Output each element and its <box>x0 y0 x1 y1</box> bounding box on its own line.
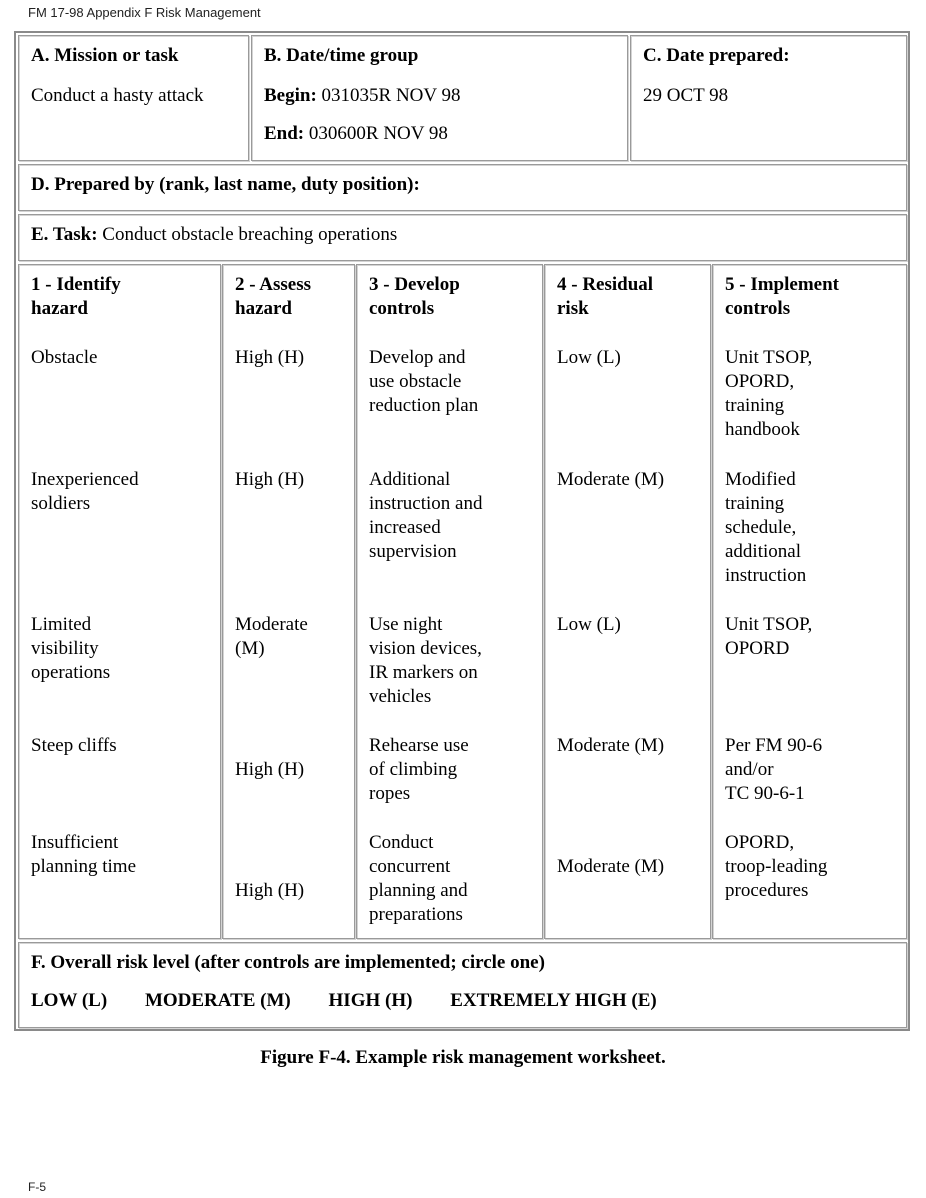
running-header: FM 17-98 Appendix F Risk Management <box>28 5 261 20</box>
prepared-by-label: D. Prepared by (rank, last name, duty position): <box>31 174 420 195</box>
risk-option-moderate: MODERATE (M) <box>144 990 291 1011</box>
risk-option-extremely-high: EXTREMELY HIGH (E) <box>450 990 657 1011</box>
controls-text: concurrent <box>369 856 451 877</box>
hazard-text: Steep cliffs <box>31 735 117 756</box>
residual-text: Low (L) <box>557 614 621 635</box>
assess-row-2 <box>235 468 348 492</box>
hazard-obstacle <box>31 346 214 370</box>
end-line <box>264 122 615 146</box>
implement-text: procedures <box>725 880 809 901</box>
header-develop-line-2: controls <box>369 298 435 319</box>
task-label: E. Task: <box>31 224 98 245</box>
hazard-text: Inexperienced <box>31 469 139 490</box>
risk-option-low: LOW (L) <box>31 990 108 1011</box>
controls-row-5 <box>369 831 536 927</box>
overall-risk-cell <box>18 942 907 1028</box>
overall-risk-label: F. Overall risk level (after controls are implemented; circle one) <box>31 952 545 973</box>
column-assess-hazard <box>222 264 355 939</box>
implement-text: OPORD, <box>725 371 795 392</box>
header-implement-line-1: 5 - Implement <box>725 274 839 295</box>
implement-text: troop-leading <box>725 856 828 877</box>
hazard-text: Obstacle <box>31 347 98 368</box>
assess-text: High (H) <box>235 469 305 490</box>
residual-text: Moderate (M) <box>557 735 665 756</box>
begin-value: 031035R NOV 98 <box>316 85 461 106</box>
hazard-insufficient-planning <box>31 831 214 879</box>
header-assess-line-2: hazard <box>235 298 292 319</box>
page-number: F-5 <box>28 1180 46 1194</box>
hazard-text: Limited <box>31 614 92 635</box>
residual-row-2 <box>557 468 704 492</box>
mission-cell <box>18 35 249 161</box>
mission-label: A. Mission or task <box>31 45 179 66</box>
controls-row-2 <box>369 468 536 564</box>
controls-text: preparations <box>369 904 463 925</box>
date-prepared-label: C. Date prepared: <box>643 45 790 66</box>
controls-text: Additional <box>369 469 451 490</box>
column-develop-controls <box>356 264 543 939</box>
mission-value: Conduct a hasty attack <box>31 85 204 106</box>
controls-text: Develop and <box>369 347 466 368</box>
end-label: End: <box>264 123 305 144</box>
residual-row-4 <box>557 734 704 758</box>
hazard-text: Insufficient <box>31 832 119 853</box>
assess-text: (M) <box>235 638 265 659</box>
date-time-group-label: B. Date/time group <box>264 45 419 66</box>
controls-row-3 <box>369 613 536 709</box>
prepared-by-cell <box>18 164 907 211</box>
implement-text: TC 90-6-1 <box>725 783 805 804</box>
header-implement-line-2: controls <box>725 298 791 319</box>
date-prepared-value: 29 OCT 98 <box>643 85 729 106</box>
hazard-text: planning time <box>31 856 137 877</box>
controls-text: instruction and <box>369 493 483 514</box>
controls-text: Use night <box>369 614 443 635</box>
controls-text: vision devices, <box>369 638 482 659</box>
implement-text: handbook <box>725 419 800 440</box>
end-value: 030600R NOV 98 <box>304 123 448 144</box>
hazard-text: visibility <box>31 638 99 659</box>
implement-text: Per FM 90-6 <box>725 735 823 756</box>
implement-text: training <box>725 395 785 416</box>
assess-row-1 <box>235 346 348 370</box>
implement-text: OPORD <box>725 638 790 659</box>
implement-row-4 <box>725 734 900 806</box>
hazard-steep-cliffs <box>31 734 214 758</box>
implement-row-3 <box>725 613 900 661</box>
implement-row-2 <box>725 468 900 588</box>
controls-text: increased <box>369 517 441 538</box>
controls-text: supervision <box>369 541 457 562</box>
controls-text: use obstacle <box>369 371 462 392</box>
implement-text: Unit TSOP, <box>725 347 813 368</box>
controls-row-4 <box>369 734 536 806</box>
task-line <box>31 223 894 247</box>
figure-caption: Figure F-4. Example risk management worksheet. <box>260 1047 666 1068</box>
implement-text: training <box>725 493 785 514</box>
residual-row-3 <box>557 613 704 637</box>
controls-text: ropes <box>369 783 411 804</box>
implement-text: Unit TSOP, <box>725 614 813 635</box>
column-implement-controls <box>712 264 907 939</box>
assess-text: Moderate <box>235 614 308 635</box>
residual-text: Moderate (M) <box>557 469 665 490</box>
begin-label: Begin: <box>264 85 317 106</box>
residual-text: Low (L) <box>557 347 621 368</box>
implement-text: schedule, <box>725 517 797 538</box>
hazard-text: operations <box>31 662 111 683</box>
begin-line <box>264 84 615 108</box>
assess-text: High (H) <box>235 880 305 901</box>
controls-row-1 <box>369 346 536 418</box>
implement-row-5 <box>725 831 900 903</box>
controls-text: vehicles <box>369 686 432 707</box>
header-develop-line-1: 3 - Develop <box>369 274 460 295</box>
residual-text: Moderate (M) <box>557 856 665 877</box>
header-identify-line-2: hazard <box>31 298 88 319</box>
assess-text: High (H) <box>235 347 305 368</box>
assess-row-3 <box>235 613 348 661</box>
controls-text: Conduct <box>369 832 434 853</box>
implement-text: and/or <box>725 759 774 780</box>
residual-row-5 <box>557 855 704 879</box>
task-value: Conduct obstacle breaching operations <box>97 224 398 245</box>
hazard-inexperienced-soldiers <box>31 468 214 516</box>
date-prepared-cell <box>630 35 907 161</box>
risk-level-options <box>31 989 894 1013</box>
risk-option-high: HIGH (H) <box>328 990 413 1011</box>
assess-row-4 <box>235 758 348 782</box>
controls-text: Rehearse use <box>369 735 469 756</box>
controls-text: reduction plan <box>369 395 479 416</box>
implement-row-1 <box>725 346 900 442</box>
controls-text: IR markers on <box>369 662 478 683</box>
hazard-limited-visibility <box>31 613 214 685</box>
column-identify-hazard <box>18 264 221 939</box>
task-cell <box>18 214 907 261</box>
residual-row-1 <box>557 346 704 370</box>
date-time-group-cell <box>251 35 628 161</box>
controls-text: of climbing <box>369 759 458 780</box>
implement-text: OPORD, <box>725 832 795 853</box>
hazard-text: soldiers <box>31 493 91 514</box>
assess-row-5 <box>235 879 348 903</box>
implement-text: additional <box>725 541 801 562</box>
implement-text: instruction <box>725 565 807 586</box>
column-residual-risk <box>544 264 711 939</box>
header-residual-line-2: risk <box>557 298 589 319</box>
assess-text: High (H) <box>235 759 305 780</box>
header-residual-line-1: 4 - Residual <box>557 274 654 295</box>
implement-text: Modified <box>725 469 796 490</box>
header-assess-line-1: 2 - Assess <box>235 274 312 295</box>
controls-text: planning and <box>369 880 468 901</box>
header-identify-line-1: 1 - Identify <box>31 274 121 295</box>
